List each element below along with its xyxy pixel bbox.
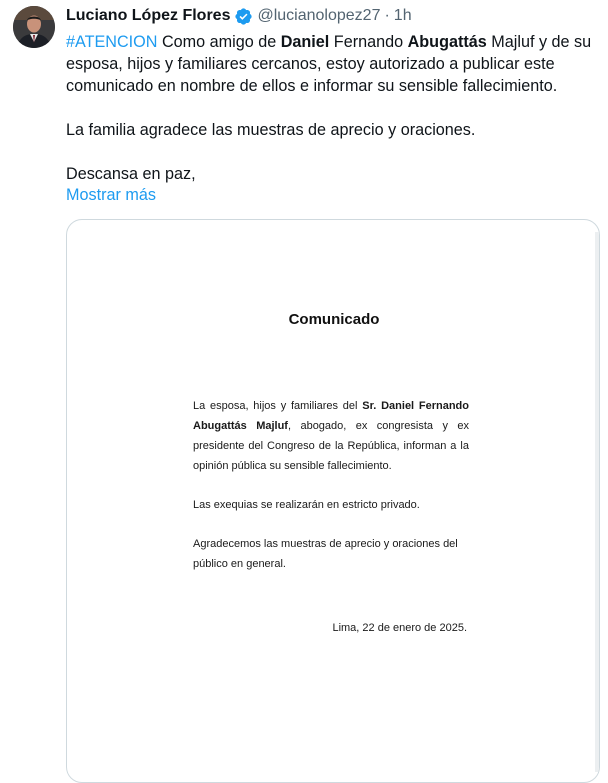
doc-text-segment: , abogado, ex congresista y ex presidente del Congreso de la República, informan a la opinión pública su sensible fallecimiento. (193, 420, 469, 472)
text-segment: Como amigo de (157, 33, 281, 51)
avatar[interactable] (13, 6, 55, 48)
document-paragraph-2: Las exequias se realizarán en estricto privado. (193, 499, 420, 511)
text-segment: Majluf y de su esposa, hijos y familiares cercanos, estoy autorizado a publicar este comunicado en nombre de ellos e informar su sensible fallecimiento. (66, 33, 592, 95)
tweet-paragraph-1 (66, 31, 606, 97)
separator-dot: · (384, 7, 390, 24)
text-segment: Fernando (329, 33, 408, 51)
tweet-text (66, 31, 606, 185)
doc-bold-segment: Sr. Daniel Fernando Abugattás Majluf (193, 400, 469, 432)
author-handle[interactable]: @lucianolopez27 (257, 7, 381, 24)
document-body (193, 396, 469, 574)
document-paragraph-1 (193, 396, 469, 476)
document-paragraph-3: Agradecemos las muestras de aprecio y oraciones del público en general. (193, 538, 458, 570)
tweet-header (66, 5, 412, 27)
tweet-paragraph-2: La familia agradece las muestras de aprecio y oraciones. (66, 121, 476, 139)
tweet-timestamp[interactable]: 1h (393, 7, 412, 24)
document-date: Lima, 22 de enero de 2025. (332, 622, 467, 634)
doc-text-segment: La esposa, hijos y familiares del (193, 400, 363, 412)
verified-badge-icon[interactable] (234, 7, 253, 26)
avatar-photo (13, 6, 55, 48)
hashtag-link[interactable]: #ATENCION (66, 33, 158, 51)
tweet-paragraph-3: Descansa en paz, (66, 165, 196, 183)
author-display-name[interactable]: Luciano López Flores (66, 7, 231, 24)
show-more-link[interactable]: Mostrar más (66, 186, 156, 204)
document-title: Comunicado (288, 311, 380, 328)
media-attachment[interactable] (66, 219, 600, 783)
text-bold-segment: Abugattás (407, 33, 487, 51)
text-bold-segment: Daniel (280, 33, 330, 51)
